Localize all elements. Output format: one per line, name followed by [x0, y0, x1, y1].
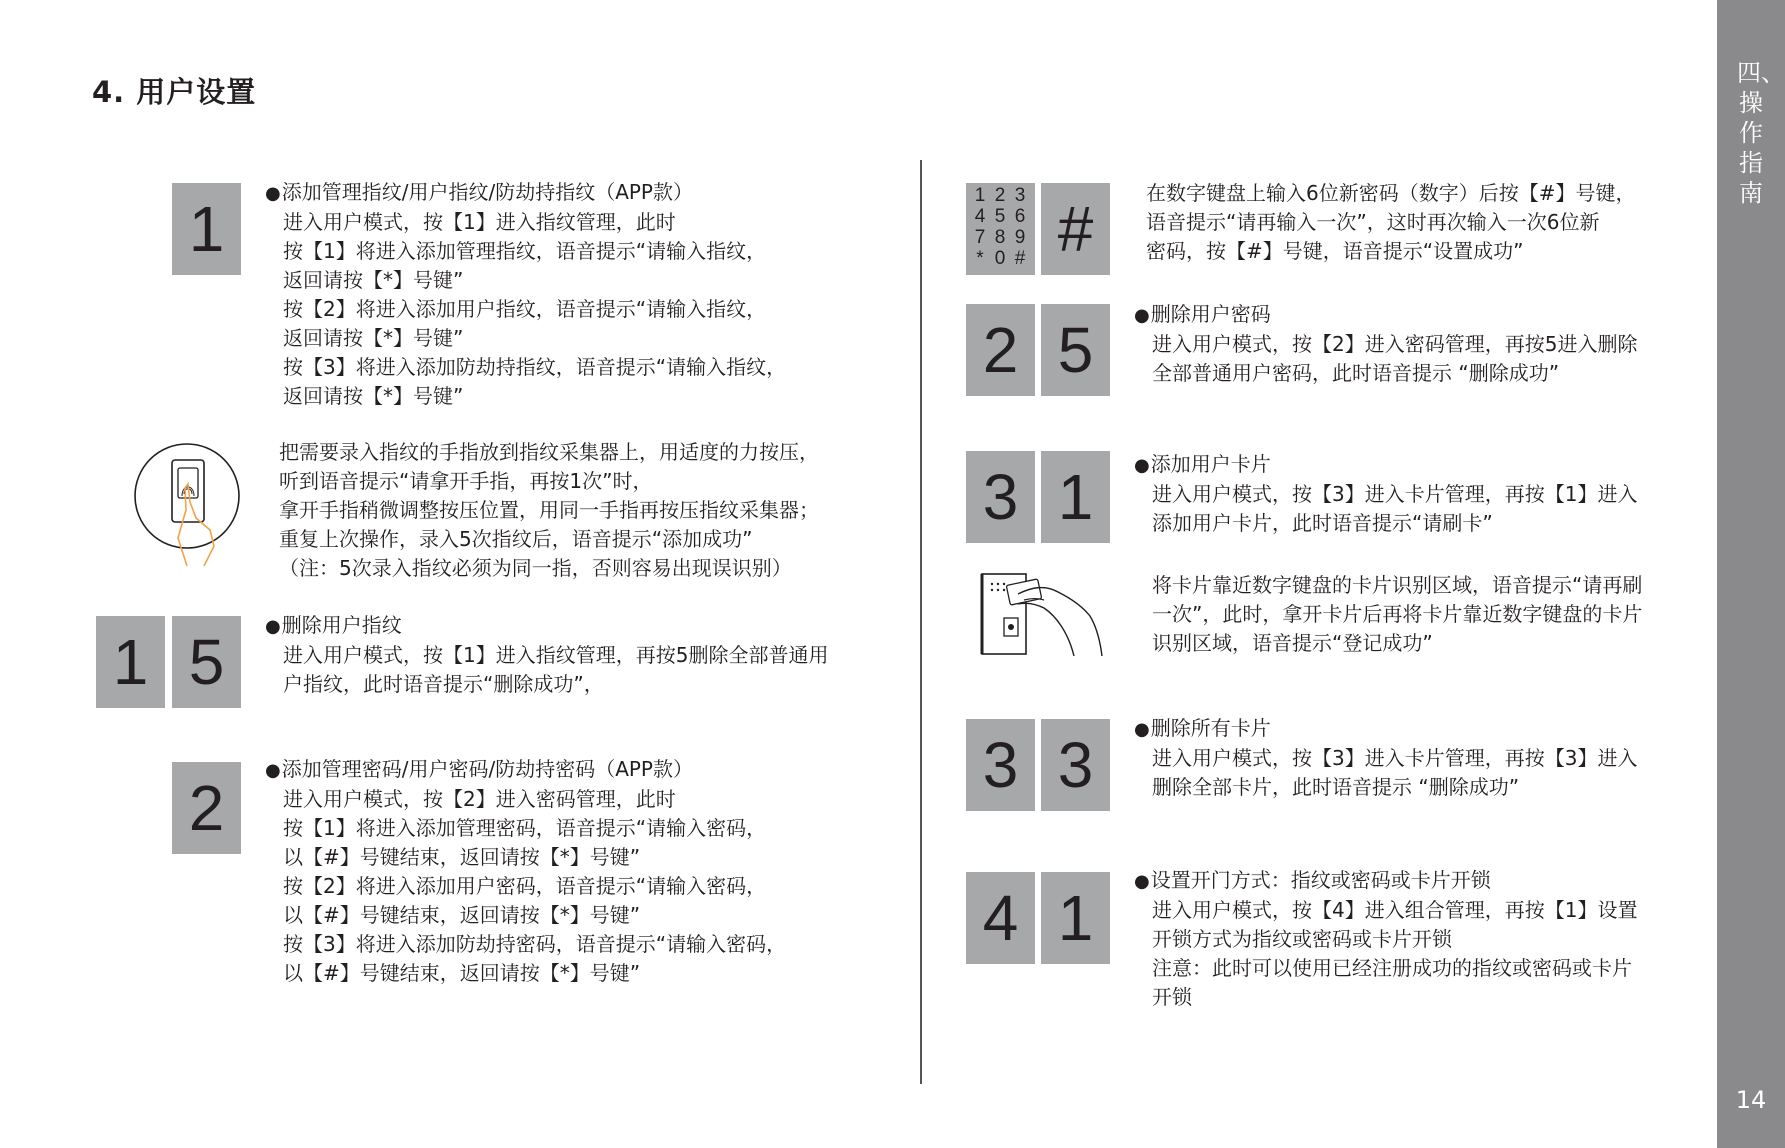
- text-line: 按【1】将进入添加管理指纹，语音提示“请输入指纹，: [283, 239, 767, 263]
- text-line: 进入用户模式，按【4】进入组合管理，再按【1】设置: [1152, 898, 1638, 922]
- text-line: 进入用户模式，按【1】进入指纹管理，此时: [283, 210, 676, 234]
- text-line: 将卡片靠近数字键盘的卡片识别区域，语音提示“请再刷: [1152, 573, 1643, 597]
- keypad-digit: 3: [1014, 185, 1026, 206]
- text-line: 拿开手指稍微调整按压位置，用同一手指再按压指纹采集器；: [279, 498, 819, 522]
- text-line: 进入用户模式，按【2】进入密码管理，此时: [283, 787, 676, 811]
- keypad-digit: 6: [1014, 206, 1026, 227]
- key-hash: #: [1041, 183, 1110, 275]
- key-1: 1: [1041, 872, 1110, 964]
- text-line: 注意：此时可以使用已经注册成功的指纹或密码或卡片: [1152, 956, 1632, 980]
- text-line: 进入用户模式，按【3】进入卡片管理，再按【3】进入: [1152, 746, 1638, 770]
- text-line: 进入用户模式，按【2】进入密码管理，再按5进入删除: [1152, 332, 1638, 356]
- text-line: 识别区域，语音提示“登记成功”: [1152, 631, 1433, 655]
- text-line: 返回请按【*】号键”: [283, 384, 464, 408]
- text-line: 把需要录入指纹的手指放到指纹采集器上，用适度的力按压，: [279, 440, 819, 464]
- key-2: 2: [172, 762, 241, 854]
- text-line: 以【#】号键结束，返回请按【*】号键”: [283, 903, 641, 927]
- text-line: 开锁方式为指纹或密码或卡片开锁: [1152, 927, 1452, 951]
- card-add-section: [1152, 450, 1637, 538]
- fp-delete-heading: ● 删除用户指纹: [283, 611, 828, 641]
- text-line: 进入用户模式，按【1】进入指纹管理，再按5删除全部普通用: [283, 643, 829, 667]
- text-line: 按【2】将进入添加用户指纹，语音提示“请输入指纹，: [283, 297, 767, 321]
- keypad-digit: 8: [994, 227, 1006, 248]
- keypad-digit: 5: [994, 206, 1006, 227]
- fp-add-section: [283, 178, 786, 411]
- key-5: 5: [1041, 304, 1110, 396]
- text-line: 按【2】将进入添加用户密码，语音提示“请输入密码，: [283, 874, 767, 898]
- card-delete-section: [1152, 714, 1637, 802]
- text-line: 听到语音提示“请拿开手指，再按1次”时，: [279, 469, 653, 493]
- keypad-digit: #: [1014, 248, 1026, 269]
- card-guide-section: [1152, 571, 1642, 658]
- key-2: 2: [966, 304, 1035, 396]
- keypad-digit: *: [976, 248, 984, 269]
- pw-add-section: [283, 755, 786, 988]
- pw-confirm-section: [1146, 179, 1635, 266]
- unlock-mode-section: [1152, 866, 1637, 1012]
- keypad-digit: 1: [974, 185, 986, 206]
- page-title: 4. 用户设置: [92, 75, 257, 109]
- text-line: 户指纹，此时语音提示“删除成功”，: [283, 672, 604, 696]
- text-line: 以【#】号键结束，返回请按【*】号键”: [283, 845, 641, 869]
- keypad-digit: 7: [974, 227, 986, 248]
- page-number: 14: [1735, 1086, 1767, 1114]
- keypad-digit: 2: [994, 185, 1006, 206]
- text-line: 重复上次操作，录入5次指纹后，语音提示“添加成功”: [279, 527, 753, 551]
- card-delete-heading: ● 删除所有卡片: [1152, 714, 1637, 744]
- side-tab-label: 四、操作指南: [1737, 59, 1785, 207]
- text-line: 语音提示“请再输入一次”，这时再次输入一次6位新: [1146, 210, 1600, 234]
- text-line: 返回请按【*】号键”: [283, 326, 464, 350]
- text-line: 在数字键盘上输入6位新密码（数字）后按【#】号键，: [1146, 181, 1636, 205]
- keypad-digit: 9: [1014, 227, 1026, 248]
- card-add-heading: ● 添加用户卡片: [1152, 450, 1637, 480]
- text-line: 以【#】号键结束，返回请按【*】号键”: [283, 961, 641, 985]
- text-line: 按【3】将进入添加防劫持指纹，语音提示“请输入指纹，: [283, 355, 787, 379]
- fp-delete-section: [283, 611, 828, 699]
- text-line: 一次”，此时，拿开卡片后再将卡片靠近数字键盘的卡片: [1152, 602, 1643, 626]
- keypad-illustration: [966, 183, 1035, 275]
- key-5: 5: [172, 616, 241, 708]
- keypad-digit: 4: [974, 206, 986, 227]
- pw-delete-heading: ● 删除用户密码: [1152, 300, 1637, 330]
- key-3: 3: [966, 719, 1035, 811]
- fp-guide-section: [279, 438, 819, 583]
- key-3: 3: [966, 451, 1035, 543]
- text-line: 按【1】将进入添加管理密码，语音提示“请输入密码，: [283, 816, 767, 840]
- key-4: 4: [966, 872, 1035, 964]
- card-swipe-illustration: [978, 570, 1108, 658]
- text-line: 密码，按【#】号键，语音提示“设置成功”: [1146, 239, 1524, 263]
- key-1: 1: [172, 183, 241, 275]
- text-line: 按【3】将进入添加防劫持密码，语音提示“请输入密码，: [283, 932, 787, 956]
- text-line: 添加用户卡片，此时语音提示“请刷卡”: [1152, 511, 1493, 535]
- text-line: （注：5次录入指纹必须为同一指，否则容易出现误识别）: [279, 556, 792, 580]
- text-line: 进入用户模式，按【3】进入卡片管理，再按【1】进入: [1152, 482, 1638, 506]
- key-1: 1: [1041, 451, 1110, 543]
- keypad-digit: 0: [994, 248, 1006, 269]
- text-line: 返回请按【*】号键”: [283, 268, 464, 292]
- unlock-mode-heading: ● 设置开门方式：指纹或密码或卡片开锁: [1152, 866, 1637, 896]
- key-3: 3: [1041, 719, 1110, 811]
- column-divider: [920, 160, 922, 1084]
- text-line: 全部普通用户密码，此时语音提示 “删除成功”: [1152, 361, 1560, 385]
- pw-add-heading: ● 添加管理密码/用户密码/防劫持密码（APP款）: [283, 755, 786, 785]
- fp-add-heading: ● 添加管理指纹/用户指纹/防劫持指纹（APP款）: [283, 178, 786, 208]
- text-line: 开锁: [1152, 985, 1192, 1009]
- finger-scan-illustration: [132, 438, 247, 568]
- key-1: 1: [96, 616, 165, 708]
- pw-delete-section: [1152, 300, 1637, 388]
- text-line: 删除全部卡片，此时语音提示 “删除成功”: [1152, 775, 1520, 799]
